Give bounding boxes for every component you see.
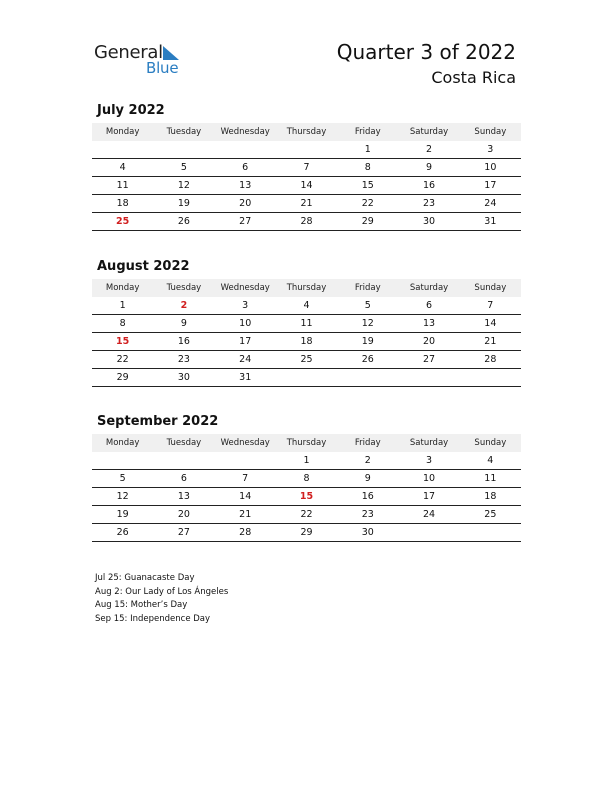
week-row	[92, 177, 521, 195]
holiday-day-cell: 25	[116, 216, 130, 227]
weekday-label: Friday	[354, 438, 381, 448]
day-cell: 16	[177, 336, 190, 347]
holiday-day-cell: 15	[116, 336, 130, 347]
day-cell	[398, 369, 459, 386]
weekday-label: Sunday	[474, 438, 507, 448]
month-title: July 2022	[97, 103, 165, 118]
holiday-note: Sep 15: Independence Day	[95, 613, 211, 624]
weekday-header-row	[92, 434, 521, 452]
holiday-note: Jul 25: Guanacaste Day	[95, 573, 195, 583]
day-cell: 5	[180, 162, 187, 173]
day-cell: 30	[361, 527, 374, 538]
month-block-august	[92, 258, 521, 387]
day-cell	[460, 524, 521, 541]
day-cell: 14	[239, 491, 252, 502]
weekday-label: Saturday	[409, 438, 449, 448]
day-cell: 24	[239, 354, 252, 365]
day-cell	[276, 141, 337, 158]
day-cell: 21	[239, 509, 252, 520]
weekday-label: Thursday	[286, 283, 327, 293]
day-cell: 8	[119, 318, 126, 329]
month-block-september	[92, 413, 521, 542]
day-cell: 19	[116, 509, 129, 520]
day-cell: 6	[242, 162, 249, 173]
day-cell	[276, 369, 337, 386]
day-cell: 31	[239, 372, 252, 383]
day-cell: 26	[177, 216, 190, 227]
day-cell: 11	[116, 180, 129, 191]
day-cell: 23	[177, 354, 190, 365]
day-cell: 24	[423, 509, 436, 520]
day-cell: 18	[484, 491, 497, 502]
day-cell: 10	[423, 473, 436, 484]
day-cell: 12	[361, 318, 374, 329]
day-cell: 21	[484, 336, 497, 347]
day-cell: 12	[177, 180, 190, 191]
day-cell: 1	[364, 144, 371, 155]
day-cell: 17	[484, 180, 497, 191]
day-cell: 22	[300, 509, 313, 520]
weekday-label: Tuesday	[166, 283, 202, 293]
day-cell: 25	[300, 354, 313, 365]
day-cell: 28	[484, 354, 497, 365]
month-block-july	[92, 102, 521, 231]
week-row	[92, 452, 521, 470]
weekday-label: Thursday	[286, 438, 327, 448]
day-cell: 3	[242, 300, 249, 311]
holiday-note: Aug 2: Our Lady of Los Ángeles	[95, 586, 229, 597]
day-cell: 15	[361, 180, 374, 191]
day-cell	[153, 141, 214, 158]
week-row	[92, 315, 521, 333]
week-row	[92, 213, 521, 231]
day-cell: 19	[177, 198, 190, 209]
day-cell: 22	[116, 354, 129, 365]
day-cell: 14	[484, 318, 497, 329]
weekday-label: Saturday	[409, 283, 449, 293]
day-cell: 14	[300, 180, 313, 191]
day-cell	[215, 141, 276, 158]
week-row	[92, 488, 521, 506]
weekday-label: Monday	[105, 127, 140, 137]
country-name: Costa Rica	[431, 68, 516, 87]
day-cell: 12	[116, 491, 129, 502]
week-row	[92, 506, 521, 524]
day-cell: 20	[239, 198, 252, 209]
day-cell: 7	[242, 473, 249, 484]
holiday-note: Aug 15: Mother’s Day	[95, 600, 188, 611]
logo-general-text: General	[94, 42, 163, 63]
page-title: Quarter 3 of 2022	[336, 40, 516, 64]
day-cell: 3	[426, 455, 433, 466]
day-cell: 9	[364, 473, 371, 484]
day-cell: 7	[487, 300, 494, 311]
day-cell	[398, 524, 459, 541]
day-cell: 23	[423, 198, 436, 209]
day-cell: 30	[177, 372, 190, 383]
day-cell: 18	[300, 336, 313, 347]
weekday-label: Sunday	[474, 283, 507, 293]
day-cell: 10	[484, 162, 497, 173]
weekday-label: Tuesday	[166, 127, 202, 137]
week-row	[92, 159, 521, 177]
day-cell: 19	[361, 336, 374, 347]
day-cell: 6	[180, 473, 187, 484]
day-cell: 1	[119, 300, 126, 311]
day-cell: 11	[300, 318, 313, 329]
week-row	[92, 524, 521, 542]
day-cell: 25	[484, 509, 497, 520]
day-cell: 16	[361, 491, 374, 502]
day-cell: 10	[239, 318, 252, 329]
day-cell: 8	[303, 473, 310, 484]
day-cell: 27	[177, 527, 190, 538]
day-cell	[153, 452, 214, 469]
day-cell: 16	[423, 180, 436, 191]
day-cell: 13	[423, 318, 436, 329]
day-cell: 29	[361, 216, 374, 227]
day-cell	[92, 141, 153, 158]
weekday-label: Wednesday	[220, 127, 270, 137]
day-cell: 27	[239, 216, 252, 227]
day-cell: 24	[484, 198, 497, 209]
weekday-label: Friday	[354, 283, 381, 293]
weekday-label: Thursday	[286, 127, 327, 137]
day-cell: 3	[487, 144, 494, 155]
holiday-notes	[95, 572, 228, 626]
day-cell: 7	[303, 162, 310, 173]
day-cell: 20	[423, 336, 436, 347]
day-cell: 21	[300, 198, 313, 209]
day-cell: 9	[426, 162, 433, 173]
day-cell: 5	[364, 300, 371, 311]
holiday-day-cell: 15	[299, 491, 314, 502]
week-row	[92, 333, 521, 351]
day-cell: 4	[487, 455, 494, 466]
weekday-label: Monday	[105, 283, 140, 293]
day-cell: 13	[239, 180, 252, 191]
day-cell: 23	[361, 509, 374, 520]
week-row	[92, 195, 521, 213]
day-cell: 17	[423, 491, 436, 502]
day-cell: 22	[361, 198, 374, 209]
holiday-day-cell: 2	[180, 300, 188, 311]
month-title: September 2022	[97, 414, 219, 429]
day-cell	[92, 452, 153, 469]
day-cell: 28	[300, 216, 313, 227]
day-cell: 4	[303, 300, 310, 311]
day-cell: 27	[423, 354, 436, 365]
weekday-label: Friday	[354, 127, 381, 137]
day-cell: 13	[177, 491, 190, 502]
day-cell: 29	[300, 527, 313, 538]
month-title: August 2022	[97, 259, 190, 274]
day-cell: 29	[116, 372, 129, 383]
day-cell: 4	[119, 162, 126, 173]
day-cell: 18	[116, 198, 129, 209]
weekday-label: Tuesday	[166, 438, 202, 448]
week-row	[92, 369, 521, 387]
day-cell: 26	[116, 527, 129, 538]
day-cell: 30	[423, 216, 436, 227]
day-cell: 2	[364, 455, 371, 466]
day-cell: 9	[180, 318, 187, 329]
day-cell: 5	[119, 473, 126, 484]
weekday-header-row	[92, 279, 521, 297]
day-cell	[460, 369, 521, 386]
weekday-label: Monday	[105, 438, 140, 448]
generalblue-logo	[94, 40, 194, 80]
logo-blue-text: Blue	[146, 59, 179, 77]
week-row	[92, 470, 521, 488]
day-cell: 28	[239, 527, 252, 538]
day-cell: 11	[484, 473, 497, 484]
day-cell: 2	[426, 144, 433, 155]
week-row	[92, 141, 521, 159]
weekday-label: Saturday	[409, 127, 449, 137]
weekday-label: Wednesday	[220, 283, 270, 293]
day-cell: 26	[361, 354, 374, 365]
week-row	[92, 351, 521, 369]
day-cell	[337, 369, 398, 386]
day-cell: 1	[303, 455, 310, 466]
day-cell: 8	[364, 162, 371, 173]
day-cell: 6	[426, 300, 433, 311]
weekday-label: Wednesday	[220, 438, 270, 448]
day-cell	[215, 452, 276, 469]
day-cell: 20	[177, 509, 190, 520]
weekday-header-row	[92, 123, 521, 141]
week-row	[92, 297, 521, 315]
day-cell: 31	[484, 216, 497, 227]
weekday-label: Sunday	[474, 127, 507, 137]
day-cell: 17	[239, 336, 252, 347]
